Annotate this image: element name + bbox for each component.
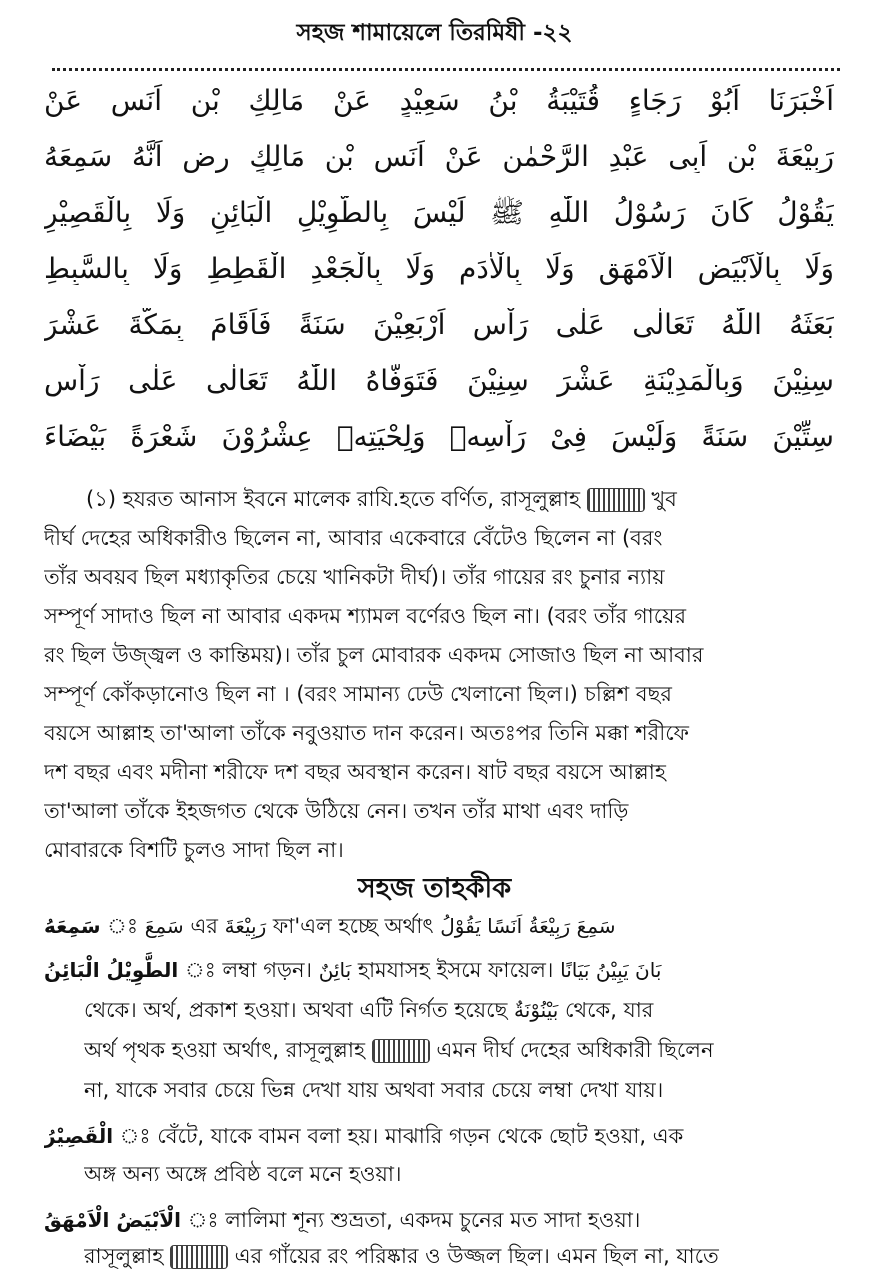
glossary-entry-3-cont: অঙ্গ অন্য অঙ্গে প্রবিষ্ঠ বলে মনে হওয়া। <box>84 1162 402 1186</box>
glossary-entry-2-cont: না, যাকে সবার চেয়ে ভিন্ন দেখা যায় অথবা সবার চেয়ে লম্বা দেখা যায়। <box>84 1078 664 1102</box>
glossary-term: الْقَصِيْرُ <box>44 1124 114 1148</box>
translation-line: তা'আলা তাঁকে ইহজগত থেকে উঠিয়ে নেন। তখন তাঁর মাথা এবং দাড়ি <box>44 799 629 823</box>
arabic-line-6: سِنِيْنَ وَبِالْمَدِيْنَةِ عَشْرَ سِنِيْنَ فَتَوَفَّاهُ اللّٰهُ تَعَالٰى عَلٰى رَاْسِ <box>44 364 834 397</box>
glossary-entry-4-cont: রাসূলুল্লাহ এর গাঁয়ের রং পরিষ্কার ও উজ্জল ছিল। এমন ছিল না, যাতে <box>84 1244 719 1268</box>
glossary-entry-1: سَمِعَهُ ঃ سَمِعَ এর رَبِيْعَةَ ফা'এল হচ্ছে অর্থাৎ سَمِعَ رَبِيْعَةُ اَنَسًا يَقُوْلُ <box>44 914 616 938</box>
salutation-seal-icon <box>587 488 645 512</box>
translation-line: তাঁর অবয়ব ছিল মধ্যাকৃতির চেয়ে খানিকটা দীর্ঘ)। তাঁর গায়ের রং চুনার ন্যায় <box>44 565 665 589</box>
glossary-term: الطَّوِيْلُ الْبَائِنُ <box>44 958 179 982</box>
glossary-entry-2-cont: অর্থ পৃথক হওয়া অর্থাৎ, রাসূলুল্লাহ এমন দীর্ঘ দেহের অধিকারী ছিলেন <box>84 1038 714 1062</box>
arabic-line-4: وَلَا بِالْاَبْيَضِ الْاَمْهَقِ وَلَا بِالْاٰدَمِ وَلَا بِالْجَعْدِ الْقَطِطِ وَلَا بِالسَّبِطِ <box>44 252 834 285</box>
translation-line: (১) হযরত আনাস ইবনে মালেক রাযি.হতে বর্ণিত, রাসূলুল্লাহ খুব <box>86 487 677 511</box>
header-divider <box>52 68 840 71</box>
page-header: সহজ শামায়েলে তিরমিযী -২২ <box>296 20 573 46</box>
arabic-line-2: رَبِيْعَةَ بْنِ اَبِى عَبْدِ الرَّحْمٰنِ عَنْ اَنَسِ بْنِ مَالِكٍ رض اَنَّهُ سَمِعَهُ <box>44 140 834 173</box>
translation-line: সম্পূর্ণ কোঁকড়ানোও ছিল না । (বরং সামান্য ঢেউ খেলানো ছিল।) চল্লিশ বছর <box>44 682 672 706</box>
arabic-line-1: اَخْبَرَنَا اَبُوْ رَجَاءٍ قُتَيْبَةُ بْنُ سَعِيْدٍ عَنْ مَالِكِ بْنِ اَنَسٍ عَنْ <box>44 84 834 117</box>
section-title: সহজ তাহকীক <box>357 873 512 904</box>
translation-line: সম্পূর্ণ সাদাও ছিল না আবার একদম শ্যামল বর্ণেরও ছিল না। (বরং তাঁর গায়ের <box>44 604 687 628</box>
glossary-entry-2-cont: থেকে। অর্থ, প্রকাশ হওয়া। অথবা এটি নির্গত হয়েছে بَيْنُوْنَةٌ থেকে, যার <box>84 998 654 1022</box>
glossary-entry-4: الْاَبْيَضُ الْاَمْهَقُ ঃ লালিমা শূন্য শুভ্রতা, একদম চুনের মত সাদা হওয়া। <box>44 1208 641 1232</box>
glossary-entry-2: الطَّوِيْلُ الْبَائِنُ ঃ লম্বা গড়ন। بَائِنٌ হামযাসহ ইসমে ফায়েল। بَانَ يَبِيْنُ بَيَانًا <box>44 958 662 982</box>
arabic-line-5: بَعَثَهُ اللّٰهُ تَعَالٰى عَلٰى رَاْسِ اَرْبَعِيْنَ سَنَةً فَاَقَامَ بِمَكَّةَ عَشْرَ <box>44 308 834 341</box>
translation-line: দশ বছর এবং মদীনা শরীফে দশ বছর অবস্থান করেন। ষাট বছর বয়সে আল্লাহ <box>44 760 666 784</box>
translation-paragraph <box>44 480 834 870</box>
translation-line: বয়সে আল্লাহ তা'আলা তাঁকে নবুওয়াত দান করেন। অতঃপর তিনি মক্কা শরীফে <box>44 721 690 745</box>
arabic-line-3: يَقُوْلُ كَانَ رَسُوْلُ اللّٰهِ ﷺ لَيْسَ بِالطَّوِيْلِ الْبَائِنِ وَلَا بِالْقَصِيْرِ <box>44 196 834 229</box>
glossary-entry-3: الْقَصِيْرُ ঃ বেঁটে, যাকে বামন বলা হয়। মাঝারি গড়ন থেকে ছোট হওয়া, এক <box>44 1124 684 1148</box>
translation-line: রং ছিল উজ্জ্বল ও কান্তিময়)। তাঁর চুল মোবারক একদম সোজাও ছিল না আবার <box>44 643 704 667</box>
arabic-line-7: سِتِّيْنَ سَنَةً وَلَيْسَ فِىْ رَاْسِهٖ وَلِحْيَتِهٖ عِشْرُوْنَ شَعْرَةً بَيْضَاءَ <box>44 420 834 453</box>
salutation-seal-icon <box>170 1245 228 1269</box>
translation-line: মোবারকে বিশটি চুলও সাদা ছিল না। <box>44 838 344 862</box>
salutation-seal-icon <box>372 1039 430 1063</box>
glossary-term: سَمِعَهُ <box>44 914 101 938</box>
translation-line: দীর্ঘ দেহের অধিকারীও ছিলেন না, আবার একেবারে বেঁটেও ছিলেন না (বরং <box>44 526 663 550</box>
glossary-term: الْاَبْيَضُ الْاَمْهَقُ <box>44 1208 182 1232</box>
